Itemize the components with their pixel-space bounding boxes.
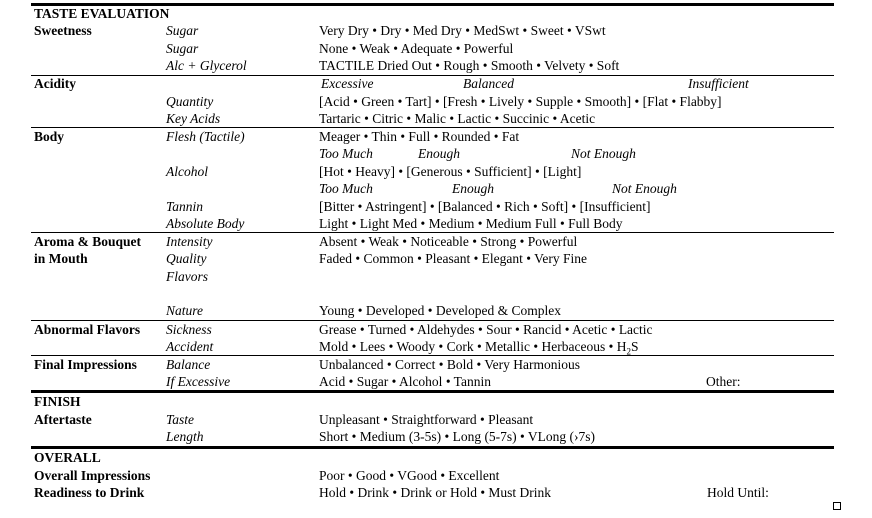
acid-quantity-options: [Acid • Green • Tart] • [Fresh • Lively • Supple • Smooth] • [Flat • Flabby] [319,94,722,109]
accident-options [319,339,638,355]
sugar-sublabel: Sugar [166,41,199,56]
sugar-sublabel: Sugar [166,23,199,38]
quality-options: Faded • Common • Pleasant • Elegant • Very Fine [319,251,587,266]
intensity-sublabel: Intensity [166,234,213,249]
sugar-intensity-options: None • Weak • Adequate • Powerful [319,41,514,56]
h2s-tail: S [630,339,639,354]
length-options: Short • Medium (3-5s) • Long (5-7s) • VLong (›7s) [319,429,596,444]
acidity-excessive-header: Excessive [321,76,374,91]
divider-overall [31,446,834,449]
acidity-label: Acidity [34,76,76,91]
h2s-subscript: 2 [626,346,631,357]
if-excessive-sublabel: If Excessive [166,374,231,389]
in-mouth-label: in Mouth [34,251,88,266]
final-impressions-label: Final Impressions [34,357,137,372]
overall-impressions-options: Poor • Good • VGood • Excellent [319,468,500,483]
overall-impressions-label: Overall Impressions [34,468,151,483]
alcohol-enough-header: Enough [418,146,460,161]
tactile-options: TACTILE Dried Out • Rough • Smooth • Velvety • Soft [319,58,620,73]
alcohol-not-enough-header: Not Enough [571,146,636,161]
flesh-options: Meager • Thin • Full • Rounded • Fat [319,129,520,144]
sickness-sublabel: Sickness [166,322,212,337]
tannin-too-much-header: Too Much [319,181,373,196]
alc-glycerol-sublabel: Alc + Glycerol [166,58,247,73]
balance-sublabel: Balance [166,357,211,372]
key-acids-sublabel: Key Acids [166,111,221,126]
acidity-balanced-header: Balanced [463,76,514,91]
acidity-insufficient-header: Insufficient [688,76,749,91]
accident-options-text: Mold • Lees • Woody • Cork • Metallic • Herbaceous • H [319,339,627,354]
quality-sublabel: Quality [166,251,207,266]
sugar-dryness-options: Very Dry • Dry • Med Dry • MedSwt • Sweet • VSwt [319,23,606,38]
if-excessive-options: Acid • Sugar • Alcohol • Tannin [319,374,491,389]
resize-handle[interactable] [833,502,841,510]
aroma-bouquet-label: Aroma & Bouquet [34,234,142,249]
readiness-label: Readiness to Drink [34,485,145,500]
taste-evaluation-heading: TASTE EVALUATION [34,6,170,21]
finish-heading: FINISH [34,394,81,409]
alcohol-sublabel: Alcohol [166,164,208,179]
accident-sublabel: Accident [166,339,214,354]
sickness-options: Grease • Turned • Aldehydes • Sour • Rancid • Acetic • Lactic [319,322,653,337]
taste-sublabel: Taste [166,412,195,427]
key-acids-options: Tartaric • Citric • Malic • Lactic • Succinic • Acetic [319,111,596,126]
divider-finish [31,390,834,393]
absolute-body-options: Light • Light Med • Medium • Medium Full • Full Body [319,216,623,231]
aftertaste-label: Aftertaste [34,412,92,427]
intensity-options: Absent • Weak • Noticeable • Strong • Powerful [319,234,578,249]
flavors-sublabel: Flavors [166,269,208,284]
length-sublabel: Length [166,429,204,444]
sweetness-label: Sweetness [34,23,92,38]
readiness-options: Hold • Drink • Drink or Hold • Must Drink [319,485,552,500]
divider-aroma [31,232,834,233]
tannin-enough-header: Enough [452,181,494,196]
abnormal-flavors-label: Abnormal Flavors [34,322,141,337]
divider-abnormal [31,320,834,321]
aftertaste-taste-options: Unpleasant • Straightforward • Pleasant [319,412,534,427]
overall-heading: OVERALL [34,450,101,465]
quantity-sublabel: Quantity [166,94,214,109]
divider-final [31,355,834,356]
nature-options: Young • Developed • Developed & Complex [319,303,562,318]
other-label: Other: [706,374,741,389]
body-label: Body [34,129,65,144]
balance-options: Unbalanced • Correct • Bold • Very Harmonious [319,357,580,372]
hold-until-label: Hold Until: [707,485,769,500]
absolute-body-sublabel: Absolute Body [166,216,245,231]
divider-body [31,127,834,128]
alcohol-too-much-header: Too Much [319,146,373,161]
nature-sublabel: Nature [166,303,203,318]
flesh-sublabel: Flesh (Tactile) [166,129,245,144]
alcohol-options: [Hot • Heavy] • [Generous • Sufficient] • [Light] [319,164,582,179]
tannin-sublabel: Tannin [166,199,204,214]
tannin-not-enough-header: Not Enough [612,181,677,196]
tannin-options: [Bitter • Astringent] • [Balanced • Rich • Soft] • [Insufficient] [319,199,651,214]
